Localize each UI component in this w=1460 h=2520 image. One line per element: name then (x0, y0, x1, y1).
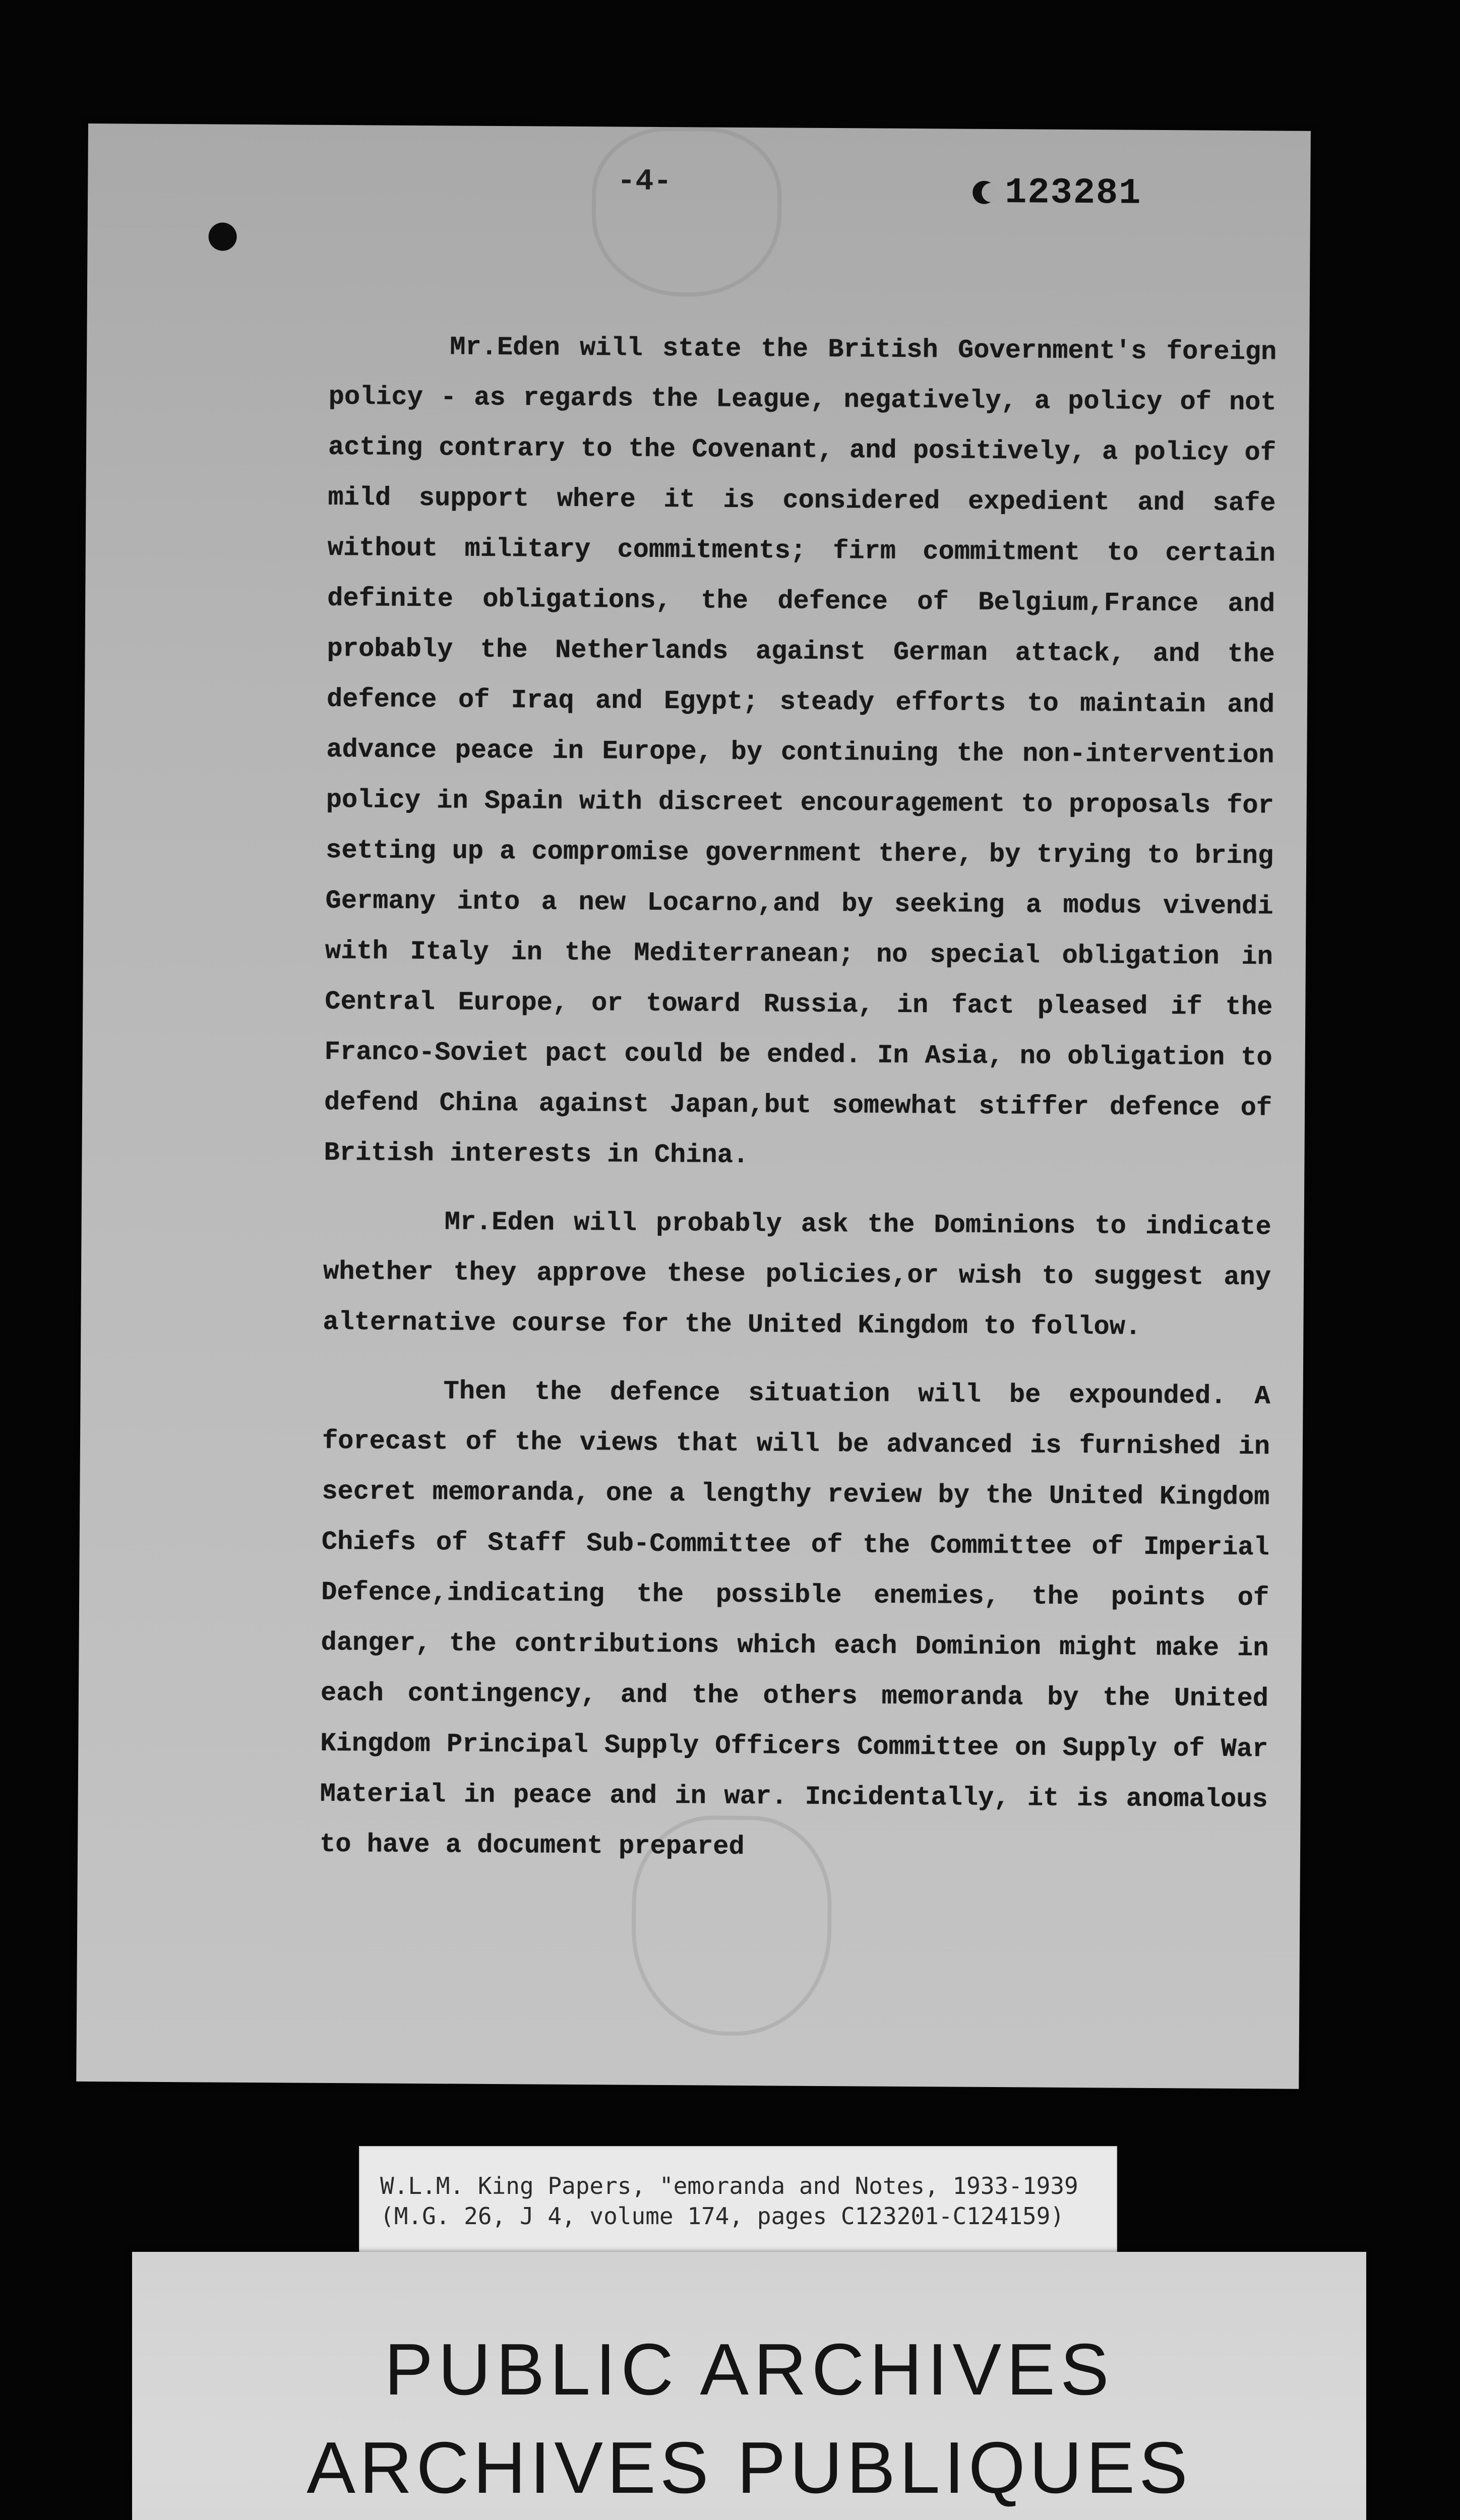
document-id-number: 123281 (1004, 172, 1142, 214)
typed-body (320, 322, 1277, 1894)
document-page (76, 123, 1311, 2089)
watermark-emblem-top (591, 127, 782, 297)
punch-hole (208, 222, 236, 250)
paragraph-dominions: Mr.Eden will probably ask the Dominions to indicate whether they approve these policies,or wish to suggest any alternative course for the United Kingdom to follow. (323, 1207, 1271, 1342)
paragraph-foreign-policy: Mr.Eden will state the British Government's foreign policy - as regards the League, negatively, a policy of not acting contrary to the Covenant, and positively, a policy of mild support where it is considered expedient and safe without military commitments; firm commitment to certain definite obligations, the defence of Belgium,France and probably the Netherlands against German attack, and the defence of Iraq and Egypt; steady efforts to maintain and advance peace in Europe, by continuing the non-intervention policy in Spain with discreet encouragement to proposals for setting up a compromise government there, by trying to bring Germany into a new Locarno,and by seeking a modus vivendi with Italy in the Mediterranean; no special obligation in Central Europe, or toward Russia, in fact pleased if the Franco-Soviet pact could be ended. In Asia, no obligation to defend China against Japan,but somewhat stiffer defence of British interests in China. (324, 332, 1277, 1171)
archive-stamp-card (132, 2252, 1366, 2520)
page-number: -4- (617, 164, 672, 200)
document-id (972, 172, 1142, 214)
source-citation-slip (359, 2146, 1117, 2254)
paragraph-defence: Then the defence situation will be expounded. A forecast of the views that will be advanced is furnished in secret memoranda, one a lengthy review by the United Kingdom Chiefs of Staff Sub-Committee of the Committee of Imperial Defence,indicating the possible enemies, the points of danger, the contributions which each Dominion might make in each contingency, and the others memoranda by the United Kingdom Principal Supply Officers Committee on Supply of War Material in peace and in war. Incidentally, it is anomalous to have a document prepared (319, 1376, 1270, 1862)
archive-name-english: PUBLIC ARCHIVES (384, 2328, 1114, 2410)
citation-line-1: W.L.M. King Papers, "emoranda and Notes, 1933-1939 (380, 2172, 1078, 2199)
citation-line-2: (M.G. 26, J 4, volume 174, pages C123201-C124159) (380, 2202, 1065, 2230)
archive-name-french: ARCHIVES PUBLIQUES (307, 2427, 1192, 2508)
crescent-mark-icon (972, 181, 996, 204)
